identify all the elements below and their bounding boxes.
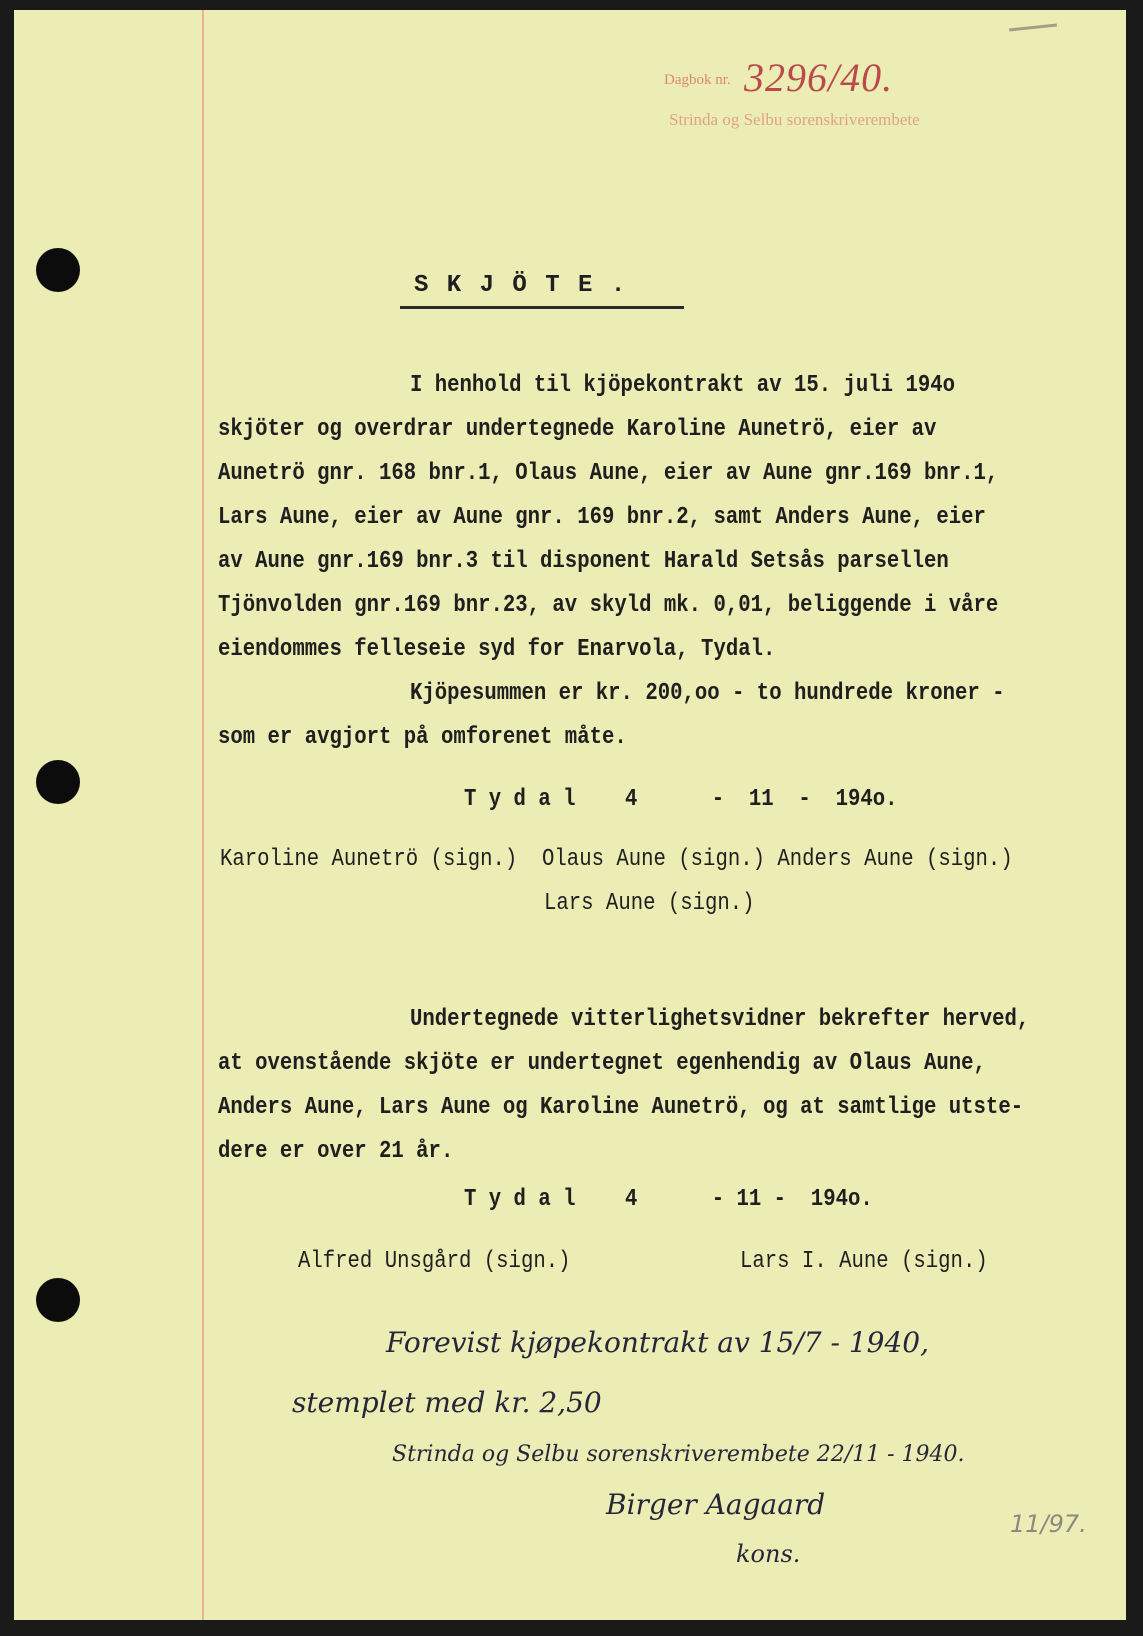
handwritten-note: Forevist kjøpekontrakt av 15/7 - 1940, — [386, 1326, 930, 1359]
witness-line: Undertegnede vitterlighetsvidner bekrefter herved, — [410, 1006, 1030, 1033]
margin-rule — [202, 10, 204, 1620]
body-line: Kjöpesummen er kr. 200,oo - to hundrede kroner - — [410, 680, 1005, 707]
signature-line: Lars Aune (sign.) — [544, 890, 755, 917]
punch-hole — [36, 760, 80, 804]
document-page — [14, 10, 1126, 1620]
date-line: T y d a l 4 - 11 - 194o. — [464, 786, 898, 813]
stamp-office: Strinda og Selbu sorenskriverembete — [669, 110, 920, 129]
body-line: Lars Aune, eier av Aune gnr. 169 bnr.2, samt Anders Aune, eier — [218, 504, 986, 531]
punch-hole — [36, 1278, 80, 1322]
document-title: S K J Ö T E . — [414, 272, 628, 299]
title-underline — [400, 306, 684, 309]
body-line: skjöter og overdrar undertegnede Karoline Aunetrö, eier av — [218, 416, 937, 443]
witness-signature: Lars I. Aune (sign.) — [740, 1248, 988, 1275]
body-line: eiendommes felleseie syd for Enarvola, Tydal. — [218, 636, 776, 663]
witness-signature: Alfred Unsgård (sign.) — [298, 1248, 571, 1275]
handwritten-note: Strinda og Selbu sorenskriverembete 22/11 - 1940. — [392, 1442, 965, 1467]
handwritten-title: kons. — [736, 1540, 801, 1568]
witness-line: Anders Aune, Lars Aune og Karoline Aunetrö, og at samtlige utste- — [218, 1094, 1024, 1121]
handwritten-note: stemplet med kr. 2,50 — [292, 1386, 602, 1419]
body-line: Aunetrö gnr. 168 bnr.1, Olaus Aune, eier av Aune gnr.169 bnr.1, — [218, 460, 999, 487]
pencil-note: 11/97. — [1010, 1510, 1087, 1538]
date-line: T y d a l 4 - 11 - 194o. — [464, 1186, 873, 1213]
body-line: I henhold til kjöpekontrakt av 15. juli 194o — [410, 372, 955, 399]
body-line: av Aune gnr.169 bnr.3 til disponent Harald Setsås parsellen — [218, 548, 949, 575]
handwritten-signature: Birger Aagaard — [606, 1488, 826, 1521]
stamp-number: 3296/40. — [744, 55, 894, 100]
signature-line: Karoline Aunetrö (sign.) Olaus Aune (sign.) Anders Aune (sign.) — [220, 846, 1013, 873]
witness-line: at ovenstående skjöte er undertegnet egenhendig av Olaus Aune, — [218, 1050, 986, 1077]
witness-line: dere er over 21 år. — [218, 1138, 454, 1165]
corner-pencil-mark — [1009, 23, 1057, 31]
body-line: Tjönvolden gnr.169 bnr.23, av skyld mk. 0,01, beliggende i våre — [218, 592, 999, 619]
stamp-label: Dagbok nr. — [664, 72, 731, 88]
punch-hole — [36, 248, 80, 292]
body-line: som er avgjort på omforenet måte. — [218, 724, 627, 751]
